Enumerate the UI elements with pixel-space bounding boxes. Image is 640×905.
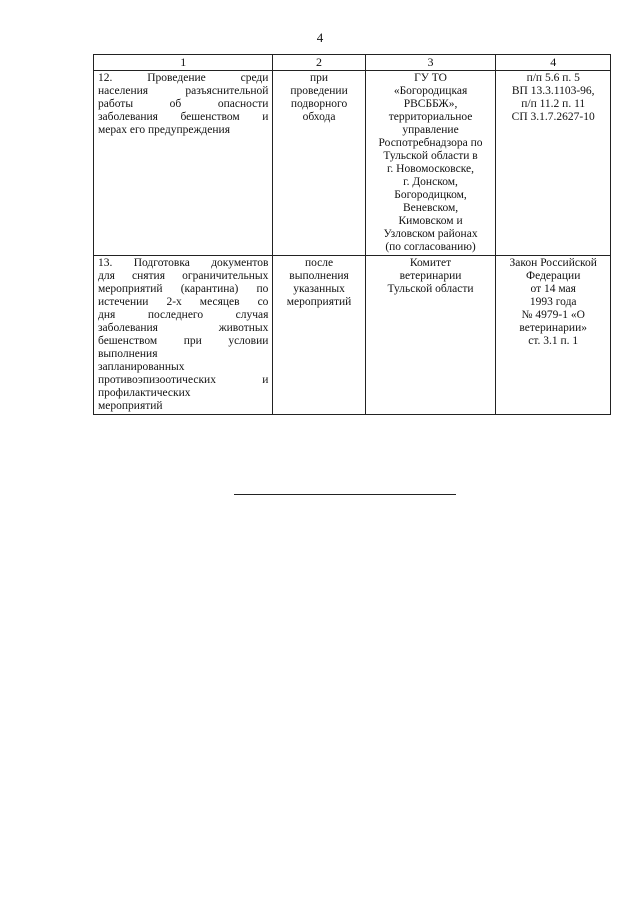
timing-line: подворного	[290, 98, 348, 110]
responsible-cell	[365, 71, 496, 256]
responsible-line: управление	[402, 124, 459, 136]
responsible-line: г. Донском,	[403, 176, 458, 188]
measure-line: дня последнего случая	[98, 309, 269, 321]
timing-line: при	[310, 72, 329, 84]
measure-line: запланированных	[98, 361, 185, 373]
measure-cell	[94, 71, 273, 256]
responsible-line: Роспотребнадзора по	[378, 137, 483, 149]
column-header-2: 2	[273, 55, 365, 71]
measure-line: мероприятий	[98, 400, 163, 412]
table-row	[94, 71, 611, 256]
measure-line: заболевания животных	[98, 322, 269, 334]
responsible-line: ветеринарии	[399, 270, 462, 282]
basis-line: 1993 года	[529, 296, 577, 308]
measures-table	[93, 54, 611, 415]
timing-cell	[273, 71, 365, 256]
responsible-line: Кимовском и	[398, 215, 463, 227]
timing-cell	[273, 256, 365, 415]
timing-line: после	[304, 257, 334, 269]
responsible-line: РВСББЖ»,	[403, 98, 458, 110]
measure-line: профилактических	[98, 387, 191, 399]
responsible-line: Тульской области в	[383, 150, 478, 162]
column-header-3: 3	[365, 55, 496, 71]
responsible-line: Веневском,	[402, 202, 459, 214]
responsible-line: Богородицком,	[394, 189, 467, 201]
basis-line: СП 3.1.7.2627-10	[511, 111, 595, 123]
responsible-line: «Богородицкая	[393, 85, 468, 97]
page-number: 4	[316, 30, 324, 45]
measure-line: истечении 2-х месяцев со	[98, 296, 269, 308]
measure-line: противоэпизоотических и	[98, 374, 269, 386]
responsible-line: ГУ ТО	[414, 72, 447, 84]
basis-line: ветеринарии»	[519, 322, 587, 334]
measure-line: мероприятий (карантина) по	[98, 283, 269, 295]
basis-line: п/п 11.2 п. 11	[521, 98, 586, 110]
basis-cell	[496, 71, 611, 256]
basis-line: от 14 мая	[530, 283, 576, 295]
basis-line: № 4979-1 «О	[521, 309, 585, 321]
basis-cell	[496, 256, 611, 415]
responsible-line: Тульской области	[387, 283, 474, 295]
responsible-cell	[365, 256, 496, 415]
measure-cell	[94, 256, 273, 415]
basis-line: ст. 3.1 п. 1	[528, 335, 579, 347]
responsible-line: Узловском районах	[383, 228, 478, 240]
responsible-line: (по согласованию)	[385, 241, 476, 253]
basis-line: Федерации	[526, 270, 581, 282]
column-header-1: 1	[94, 55, 273, 71]
timing-line: мероприятий	[286, 296, 352, 308]
table-header-row	[94, 55, 611, 71]
basis-line: Закон Российской	[509, 257, 597, 269]
measure-line: 13. Подготовка документов	[98, 257, 269, 269]
measure-line: мерах его предупреждения	[98, 124, 230, 136]
responsible-line: территориальное	[388, 111, 473, 123]
end-of-document-rule	[234, 494, 456, 495]
measure-line: работы об опасности	[98, 98, 269, 110]
basis-line: п/п 5.6 п. 5	[526, 72, 580, 84]
measure-line: 12. Проведение среди	[98, 72, 269, 84]
measure-line: бешенством при условии	[98, 335, 269, 347]
basis-line: ВП 13.3.1103-96,	[511, 85, 595, 97]
timing-line: выполнения	[289, 270, 349, 282]
column-header-4: 4	[496, 55, 611, 71]
measure-line: выполнения	[98, 348, 158, 360]
measure-line: заболевания бешенством и	[98, 111, 269, 123]
table-row	[94, 256, 611, 415]
timing-line: обхода	[302, 111, 336, 123]
measure-line: населения разъяснительной	[98, 85, 269, 97]
responsible-line: г. Новомосковске,	[387, 163, 475, 175]
responsible-line: Комитет	[409, 257, 452, 269]
measure-line: для снятия ограничительных	[98, 270, 269, 282]
timing-line: проведении	[290, 85, 348, 97]
timing-line: указанных	[293, 283, 345, 295]
